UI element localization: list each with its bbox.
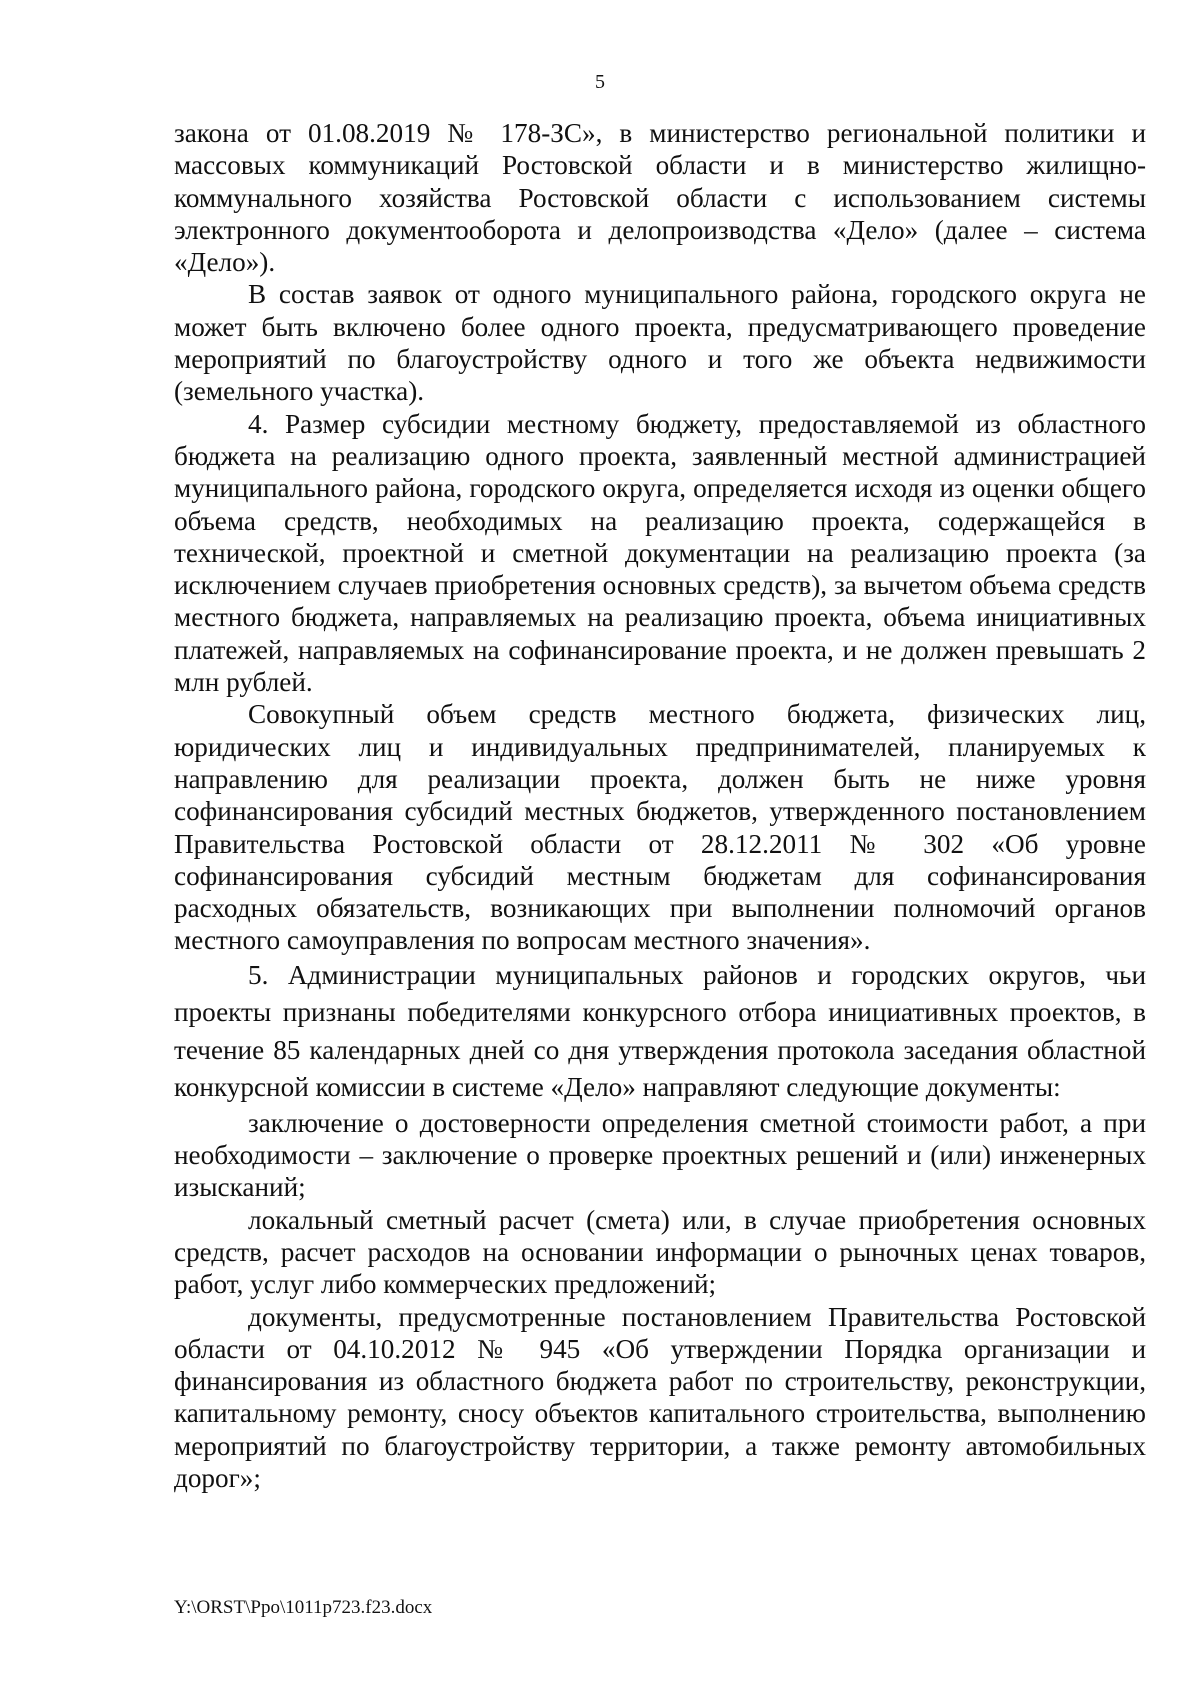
paragraph-2: В состав заявок от одного муниципального района, городского округа не может быть включено более одного проекта, предусматривающего проведение мероприятий по благоустройству одного и того же объекта недвижимости (земельного участка).: [174, 279, 1146, 407]
paragraph-6: заключение о достоверности определения сметной стоимости работ, а при необходимости – заключение о проверке проектных решений и (или) инженерных изысканий;: [174, 1107, 1146, 1203]
paragraph-8: документы, предусмотренные постановлением Правительства Ростовской области от 04.10.2012 № 945 «Об утверждении Порядка организации и финансирования из областного бюджета работ по строительству, реконструкции, капитальному ремонту, сносу объектов капитального строительства, выполнению мероприятий по благоустройству территории, а также ремонту автомобильных дорог»;: [174, 1301, 1146, 1493]
paragraph-4: Совокупный объем средств местного бюджета, физических лиц, юридических лиц и индивидуальных предпринимателей, планируемых к направлению для реализации проекта, должен быть не ниже уровня софинансирования субсидий местных бюджетов, утвержденного постановлением Правительства Ростовской области от 28.12.2011 № 302 «Об уровне софинансирования субсидий местным бюджетам для софинансирования расходных обязательств, возникающих при выполнении полномочий органов местного самоуправления по вопросам местного значения».: [174, 699, 1146, 956]
paragraph-7: локальный сметный расчет (смета) или, в случае приобретения основных средств, расчет расходов на основании информации о рыночных ценах товаров, работ, услуг либо коммерческих предложений;: [174, 1204, 1146, 1300]
paragraph-3: 4. Размер субсидии местному бюджету, предоставляемой из областного бюджета на реализацию одного проекта, заявленный местной администрацией муниципального района, городского округа, определяется исходя из оценки общего объема средств, необходимых на реализацию проекта, содержащейся в технической, проектной и сметной документации на реализацию проекта (за исключением случаев приобретения основных средств), за вычетом объема средств местного бюджета, направляемых на реализацию проекта, объема инициативных платежей, направляемых на софинансирование проекта, и не должен превышать 2 млн рублей.: [174, 408, 1146, 698]
page-number: 5: [595, 71, 605, 93]
file-path-footer: Y:\ORST\Ppo\1011p723.f23.docx: [174, 1597, 433, 1618]
document-body: [174, 117, 1146, 1494]
paragraph-1: закона от 01.08.2019 № 178-ЗС», в министерство региональной политики и массовых коммуникаций Ростовской области и в министерство жилищно-коммунального хозяйства Ростовской области с использованием системы электронного документооборота и делопроизводства «Дело» (далее – система «Дело»).: [174, 118, 1146, 278]
paragraph-5: 5. Администрации муниципальных районов и городских округов, чьи проекты признаны победителями конкурсного отбора инициативных проектов, в течение 85 календарных дней со дня утверждения протокола заседания областной конкурсной комиссии в системе «Дело» направляют следующие документы:: [174, 959, 1146, 1103]
